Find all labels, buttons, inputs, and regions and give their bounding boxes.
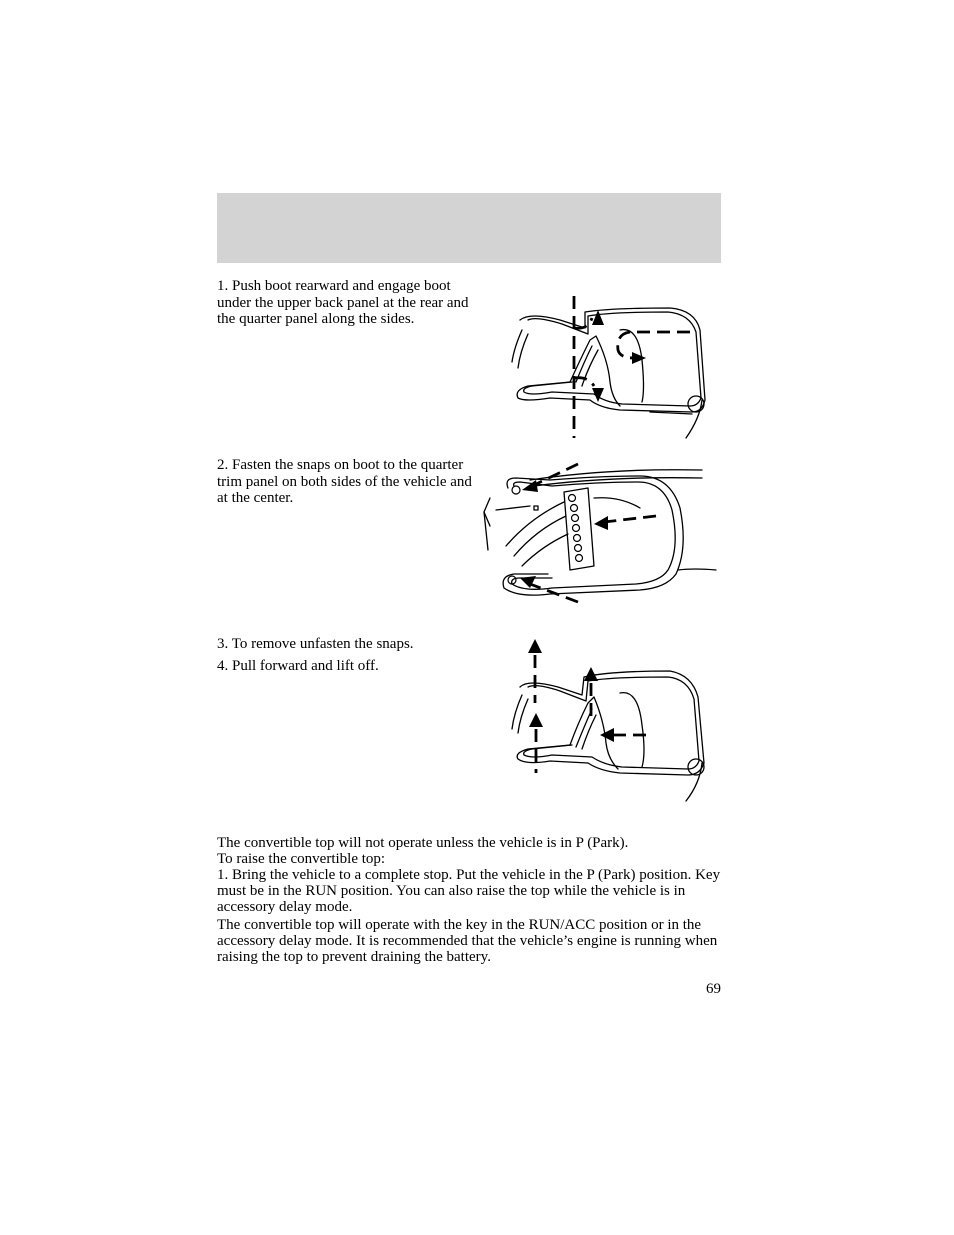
boot-removal-illustration	[470, 635, 710, 805]
raise-step-1-text: 1. Bring the vehicle to a complete stop. Put the vehicle in the P (Park) position. Key must be in the RUN position. You can also raise the top while the vehicle is in accessory delay mode.	[217, 867, 721, 915]
key-position-note: The convertible top will operate with the key in the RUN/ACC position or in the accessory delay mode. It is recommended that the vehicle’s engine is running when raising the top to prevent draining the battery.	[217, 917, 718, 965]
park-requirement-text: The convertible top will not operate unless the vehicle is in P (Park).	[217, 835, 629, 851]
snap-fastening-illustration	[470, 458, 720, 613]
page-number: 69	[706, 981, 721, 997]
step-3-text: 3. To remove unfasten the snaps.	[217, 636, 414, 652]
step-4-text: 4. Pull forward and lift off.	[217, 658, 379, 674]
section-header-band	[217, 193, 721, 263]
step-2-text: 2. Fasten the snaps on boot to the quarter trim panel on both sides of the vehicle and at the center.	[217, 457, 472, 506]
boot-install-illustration	[470, 290, 710, 445]
raise-top-heading: To raise the convertible top:	[217, 851, 386, 867]
step-1-text: 1. Push boot rearward and engage boot under the upper back panel at the rear and the quarter panel along the sides.	[217, 278, 469, 327]
convertible-top-instructions	[217, 835, 725, 967]
